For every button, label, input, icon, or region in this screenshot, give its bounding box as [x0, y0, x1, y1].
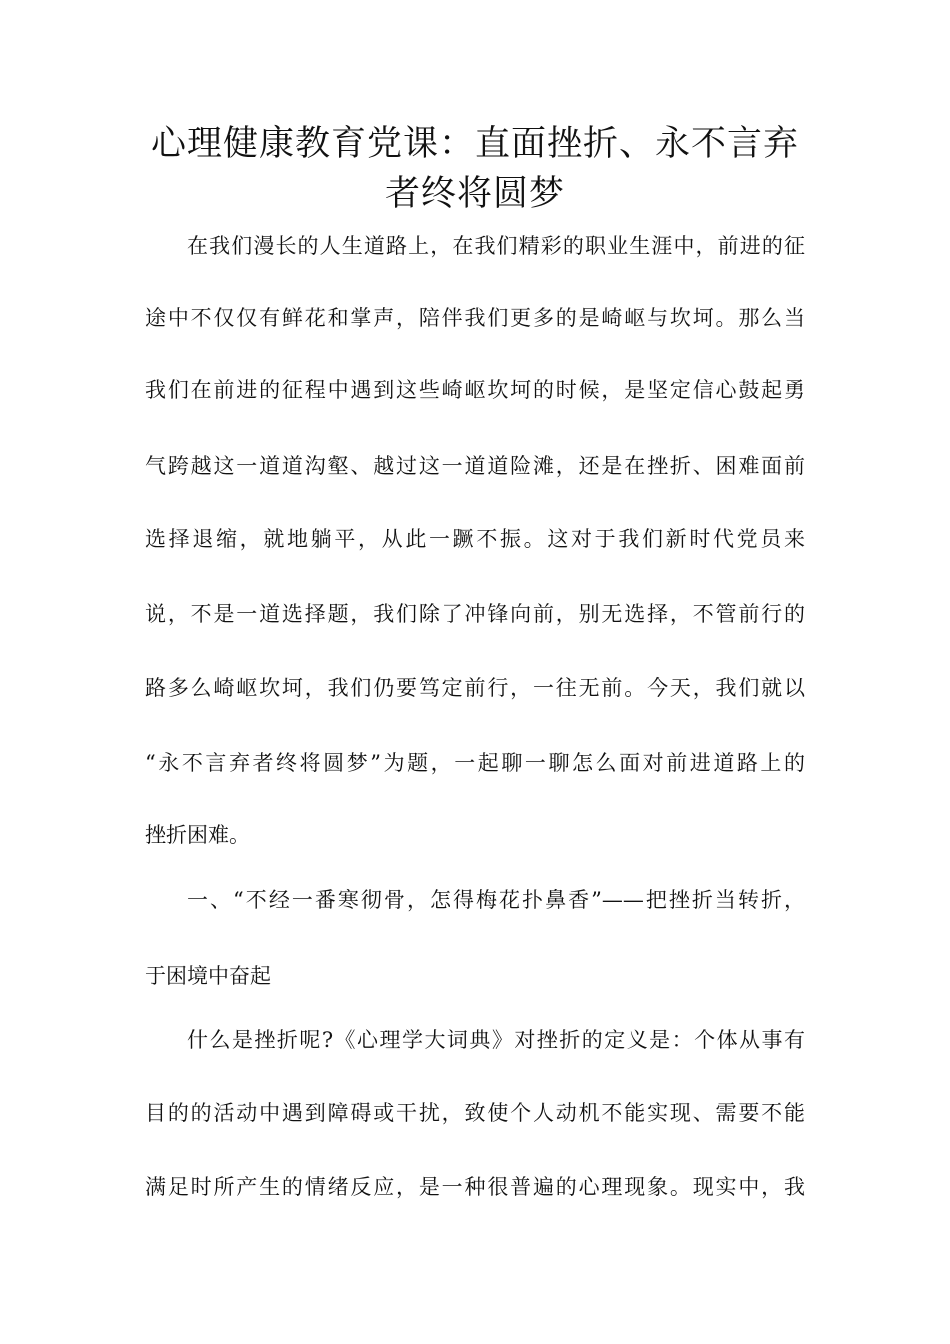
paragraph-2-line: 满足时所产生的情绪反应，是一种很普遍的心理现象。现实中，我: [145, 1175, 805, 1199]
section-heading-1-line: 于困境中奋起: [145, 964, 271, 988]
paragraph-1-line: 说，不是一道选择题，我们除了冲锋向前，别无选择，不管前行的: [145, 602, 805, 626]
section-heading-1-line: 一、“不经一番寒彻骨，怎得梅花扑鼻香”——把挫折当转折，: [187, 888, 805, 912]
document-title-line-1: 心理健康教育党课：直面挫折、永不言弃: [150, 124, 799, 164]
paragraph-1-line: 路多么崎岖坎坷，我们仍要笃定前行，一往无前。今天，我们就以: [145, 676, 805, 700]
paragraph-1-line: 途中不仅仅有鲜花和掌声，陪伴我们更多的是崎岖与坎坷。那么当: [145, 306, 805, 330]
paragraph-1-line: 挫折困难。: [145, 823, 250, 847]
paragraph-1-line: 选择退缩，就地躺平，从此一蹶不振。这对于我们新时代党员来: [145, 527, 805, 551]
document-title-line-2: 者终将圆梦: [384, 174, 565, 214]
paragraph-1-line: 我们在前进的征程中遇到这些崎岖坎坷的时候，是坚定信心鼓起勇: [145, 378, 805, 402]
paragraph-1-line: “永不言弃者终将圆梦”为题，一起聊一聊怎么面对前进道路上的: [145, 751, 805, 775]
paragraph-2-line: 什么是挫折呢?《心理学大词典》对挫折的定义是：个体从事有: [187, 1028, 805, 1052]
paragraph-1-line: 在我们漫长的人生道路上，在我们精彩的职业生涯中，前进的征: [187, 234, 805, 258]
paragraph-2-line: 目的的活动中遇到障碍或干扰，致使个人动机不能实现、需要不能: [145, 1101, 805, 1125]
paragraph-1-line: 气跨越这一道道沟壑、越过这一道道险滩，还是在挫折、困难面前: [145, 454, 805, 478]
